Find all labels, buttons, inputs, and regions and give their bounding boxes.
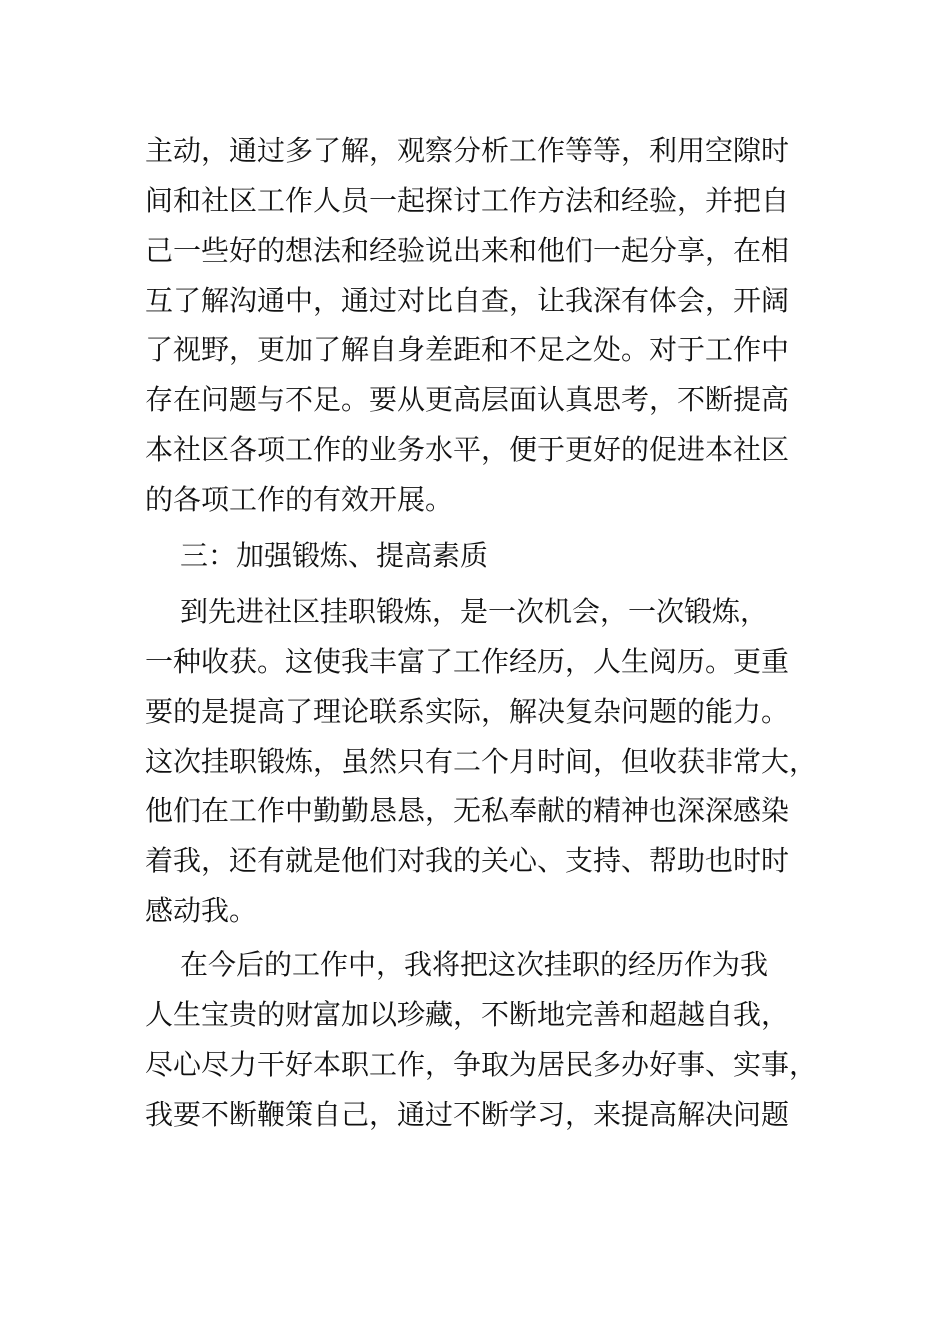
text-line: 到先进社区挂职锻炼，是一次机会，一次锻炼，	[180, 595, 769, 628]
section-heading: 三：加强锻炼、提高素质	[180, 539, 489, 572]
text-line: 这次挂职锻炼，虽然只有二个月时间，但收获非常大，	[145, 745, 818, 778]
text-line: 一种收获。这使我丰富了工作经历，人生阅历。更重	[145, 645, 790, 678]
text-line: 人生宝贵的财富加以珍藏，不断地完善和超越自我，	[145, 998, 790, 1031]
text-line: 的各项工作的有效开展。	[145, 483, 454, 516]
text-line: 了视野，更加了解自身差距和不足之处。对于工作中	[145, 333, 790, 366]
text-line: 着我，还有就是他们对我的关心、支持、帮助也时时	[145, 844, 790, 877]
text-line: 感动我。	[145, 894, 258, 927]
text-line: 主动，通过多了解，观察分析工作等等，利用空隙时	[145, 134, 790, 167]
text-line: 存在问题与不足。要从更高层面认真思考，不断提高	[145, 383, 790, 416]
text-line: 间和社区工作人员一起探讨工作方法和经验，并把自	[145, 184, 790, 217]
text-line: 互了解沟通中，通过对比自查，让我深有体会，开阔	[145, 284, 790, 317]
text-line: 要的是提高了理论联系实际，解决复杂问题的能力。	[145, 695, 790, 728]
text-line: 我要不断鞭策自己，通过不断学习，来提高解决问题	[145, 1098, 790, 1131]
text-line: 他们在工作中勤勤恳恳，无私奉献的精神也深深感染	[145, 794, 790, 827]
text-line: 己一些好的想法和经验说出来和他们一起分享，在相	[145, 234, 790, 267]
text-line: 本社区各项工作的业务水平，便于更好的促进本社区	[145, 433, 790, 466]
text-line: 在今后的工作中，我将把这次挂职的经历作为我	[180, 948, 769, 981]
text-line: 尽心尽力干好本职工作，争取为居民多办好事、实事，	[145, 1048, 818, 1081]
